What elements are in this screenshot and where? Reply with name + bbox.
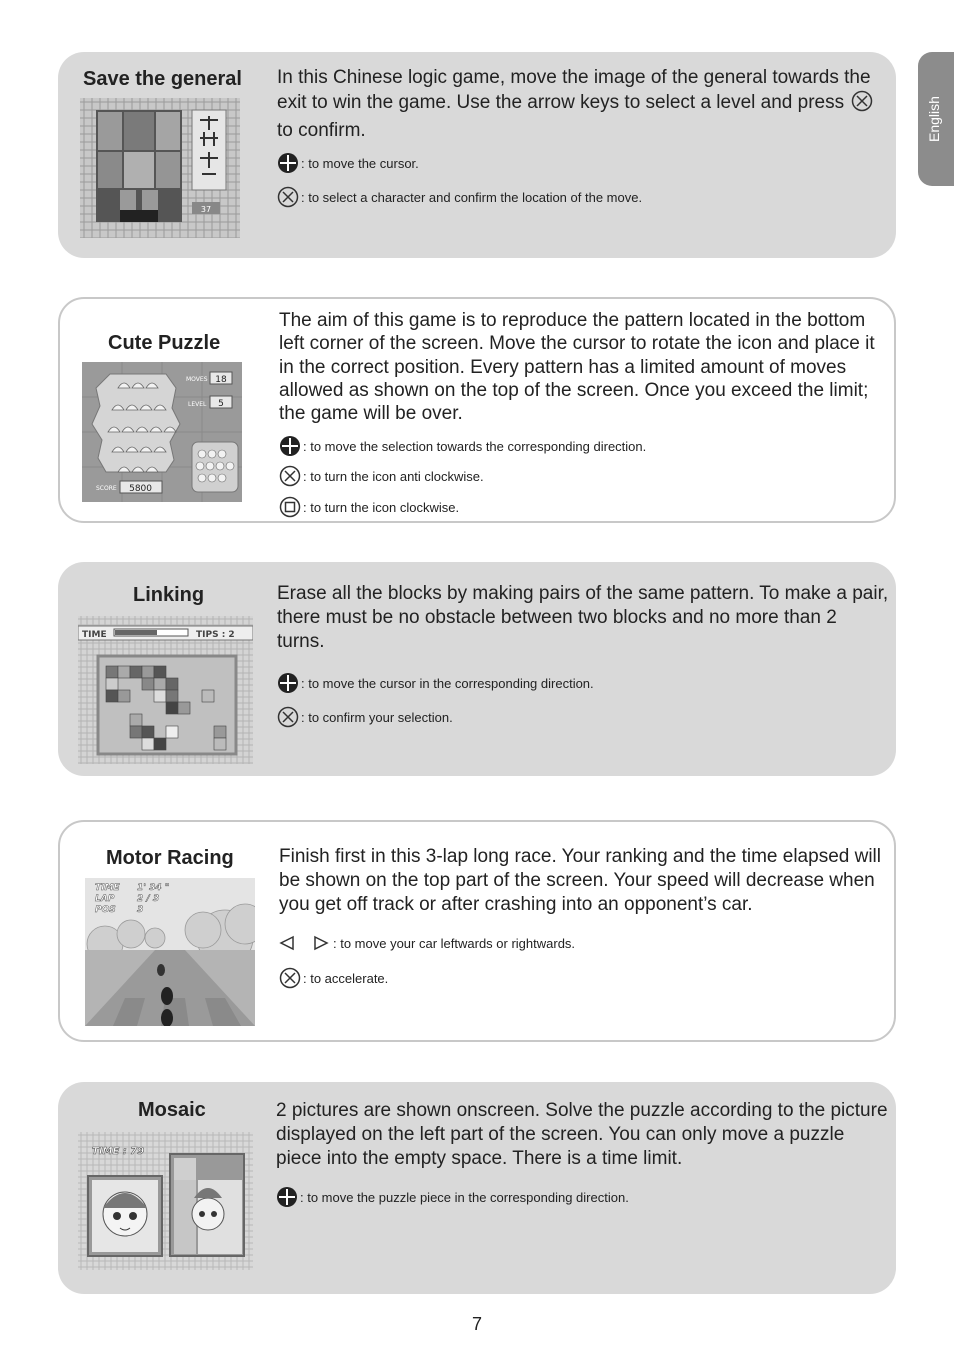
cross-button-icon	[277, 186, 299, 208]
section-motor-racing	[58, 820, 896, 1042]
section-title: Motor Racing	[106, 847, 234, 869]
section-description: The aim of this game is to reproduce the pattern located in the bottom left corner of the screen. Move the cursor to rotate the icon and place it in the correct position. Every pattern has a limited amount of moves allowed as shown on the top of the screen. Once you exceed the limit; the game will be over.	[279, 310, 875, 425]
game-screenshot-cute-puzzle	[82, 362, 242, 502]
svg-text:TIME: TIME	[82, 630, 107, 640]
section-mosaic	[58, 1082, 896, 1294]
svg-text:TIME : 79: TIME : 79	[92, 1146, 145, 1157]
control-row: : to move the selection towards the corresponding direction.	[279, 435, 646, 457]
section-cute-puzzle	[58, 297, 896, 523]
cross-button-icon	[277, 706, 299, 728]
svg-text:POS: POS	[95, 905, 116, 915]
cross-button-icon	[279, 967, 301, 989]
dpad-icon	[279, 435, 301, 457]
svg-text:3: 3	[137, 905, 144, 915]
game-screenshot-save-the-general	[80, 98, 240, 238]
control-row: : to move your car leftwards or rightwards.	[279, 932, 575, 954]
control-row: : to accelerate.	[279, 967, 388, 989]
cross-button-icon	[851, 90, 873, 119]
control-row: : to select a character and confirm the location of the move.	[277, 186, 642, 208]
dpad-icon	[277, 152, 299, 174]
svg-text:LAP: LAP	[95, 894, 115, 904]
section-title: Linking	[133, 584, 205, 606]
svg-text:5800: 5800	[129, 484, 152, 494]
page-number: 7	[471, 1314, 482, 1334]
control-row: : to turn the icon anti clockwise.	[279, 465, 484, 487]
svg-text:TIPS : 2: TIPS : 2	[196, 630, 235, 640]
svg-text:1' 34 ": 1' 34 "	[137, 883, 170, 893]
svg-text:TIME: TIME	[95, 883, 120, 893]
section-title: Save the general	[83, 68, 242, 90]
cross-button-icon	[279, 465, 301, 487]
svg-text:18: 18	[215, 375, 227, 385]
counter-label: 37	[200, 205, 212, 214]
control-row: : to move the cursor in the corresponding direction.	[277, 672, 594, 694]
section-description: Finish first in this 3-lap long race. Your ranking and the time elapsed will be shown on the top part of the screen. Your speed will decrease when you get off track or after crashing into an opponent’s car.	[279, 846, 881, 915]
section-linking	[58, 562, 896, 776]
svg-text:5: 5	[218, 399, 224, 409]
svg-text:MOVES: MOVES	[186, 376, 208, 383]
control-row: : to turn the icon clockwise.	[279, 496, 459, 518]
svg-text:2 / 3: 2 / 3	[137, 894, 160, 904]
section-save-the-general	[58, 52, 896, 258]
section-description: Erase all the blocks by making pairs of the same pattern. To make a pair, there must be no obstacle between two blocks and no more than 2 turns.	[277, 583, 889, 652]
dpad-icon	[276, 1186, 298, 1208]
section-description: In this Chinese logic game, move the image of the general towards the exit to win the game. Use the arrow keys to select a level and press to confirm.	[277, 66, 889, 143]
game-screenshot-linking	[78, 616, 253, 764]
control-row: : to move the puzzle piece in the corresponding direction.	[276, 1186, 629, 1208]
section-title: Cute Puzzle	[108, 332, 221, 354]
language-tab	[918, 52, 954, 186]
game-screenshot-motor-racing	[85, 878, 255, 1026]
dpad-icon	[277, 672, 299, 694]
language-tab-label: English	[926, 96, 942, 142]
left-right-arrows-icon	[279, 932, 331, 954]
square-button-icon	[279, 496, 301, 518]
section-title: Mosaic	[138, 1099, 206, 1121]
section-description: 2 pictures are shown onscreen. Solve the puzzle according to the picture displayed on the left part of the screen. You can only move a puzzle piece into the empty space. There is a time limit.	[276, 1100, 888, 1169]
control-row: : to move the cursor.	[277, 152, 419, 174]
control-row: : to confirm your selection.	[277, 706, 453, 728]
svg-text:LEVEL: LEVEL	[188, 401, 207, 408]
game-screenshot-mosaic	[78, 1132, 253, 1270]
svg-text:SCORE: SCORE	[96, 485, 117, 492]
